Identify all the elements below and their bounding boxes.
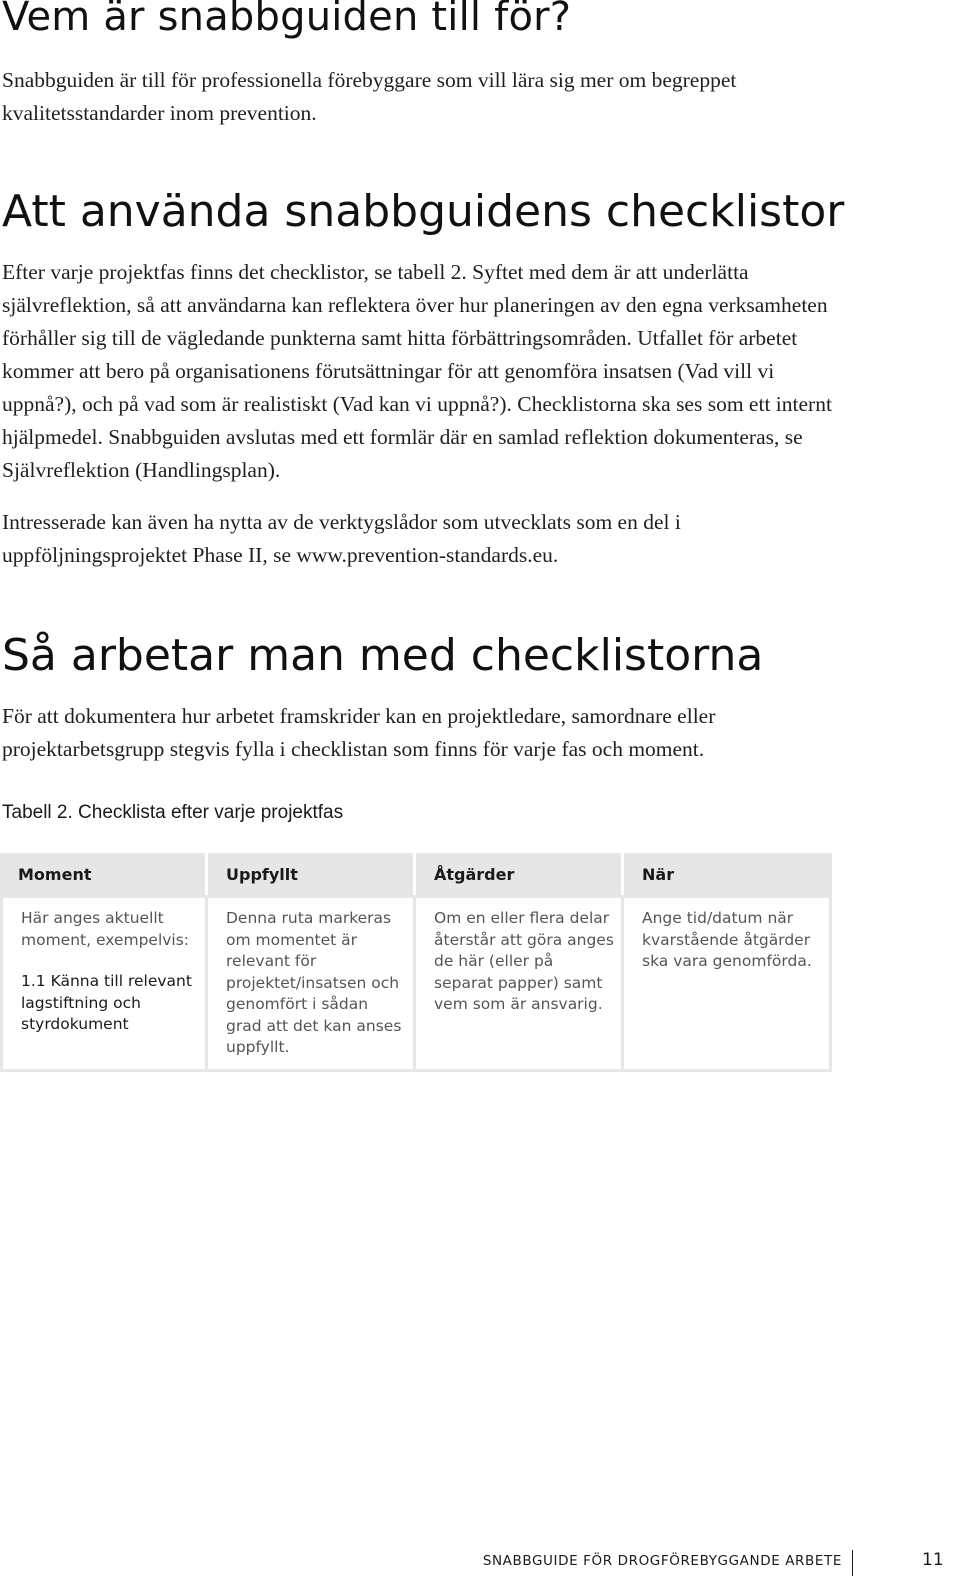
page-footer — [0, 1550, 960, 1574]
footer-title: SNABBGUIDE FÖR DROGFÖREBYGGANDE ARBETE — [482, 1553, 842, 1569]
header-nar: När — [624, 853, 832, 895]
footer-divider — [852, 1550, 853, 1576]
heading-purpose: Vem är snabbguiden till för? — [2, 0, 572, 40]
paragraph-usage-2: Intresserade kan även ha nytta av de verktygslådor som utvecklats som en del i uppföljningsprojektet Phase II, se www.prevention-standards.eu. — [2, 510, 681, 567]
cell-moment-text: Här anges aktuellt moment, exempelvis: — [21, 909, 190, 949]
paragraph-work: För att dokumentera hur arbetet framskrider kan en projektledare, samordnare eller projektarbetsgrupp stegvis fylla i checklistan som finns för varje fas och moment. — [2, 704, 716, 761]
cell-atgarder-text: Om en eller flera delar återstår att göra anges de här (eller på separat papper) samt vem som är ansvarig. — [434, 909, 614, 1013]
paragraph-purpose: Snabbguiden är till för professionella förebyggare som vill lära sig mer om begreppet kvalitetsstandarder inom prevention. — [2, 68, 737, 125]
cell-nar-text: Ange tid/datum när kvarstående åtgärder ska vara genomförda. — [642, 909, 812, 970]
heading-usage: Att använda snabbguidens checklistor — [2, 186, 845, 237]
table-header-row — [0, 853, 832, 895]
cell-moment — [0, 895, 208, 1072]
cell-nar — [624, 895, 832, 1072]
cell-moment-example: 1.1 Känna till relevant lagstiftning och styrdokument — [21, 972, 192, 1033]
heading-work: Så arbetar man med checklistorna — [2, 630, 764, 681]
header-atgarder: Åtgärder — [416, 853, 624, 895]
header-moment: Moment — [0, 853, 208, 895]
header-uppfyllt: Uppfyllt — [208, 853, 416, 895]
page-number: 11 — [922, 1550, 944, 1570]
cell-atgarder — [416, 895, 624, 1072]
cell-uppfyllt — [208, 895, 416, 1072]
table-row — [0, 895, 832, 1072]
table-caption: Tabell 2. Checklista efter varje projektfas — [2, 802, 344, 823]
cell-uppfyllt-text: Denna ruta markeras om momentet är relevant för projektet/insatsen och genomfört i sådan grad att det kan anses uppfyllt. — [226, 909, 402, 1056]
paragraph-usage-1: Efter varje projektfas finns det checklistor, se tabell 2. Syftet med dem är att underlätta självreflektion, så att användarna kan reflektera över hur planeringen av den egna verksamheten förhåller sig till de vägledande punkterna samt hitta förbättringsområden. Utfallet för arbetet kommer att bero på organisationens förutsättningar för att genomföra insatsen (Vad vill vi uppnå?), och på vad som är realistiskt (Vad kan vi uppnå?). Checklistorna ska ses som ett internt hjälpmedel. Snabbguiden avslutas med ett formlär där en samlad reflektion dokumenteras, se Självreflektion (Handlingsplan). — [2, 260, 832, 482]
checklist-table — [0, 853, 832, 1072]
